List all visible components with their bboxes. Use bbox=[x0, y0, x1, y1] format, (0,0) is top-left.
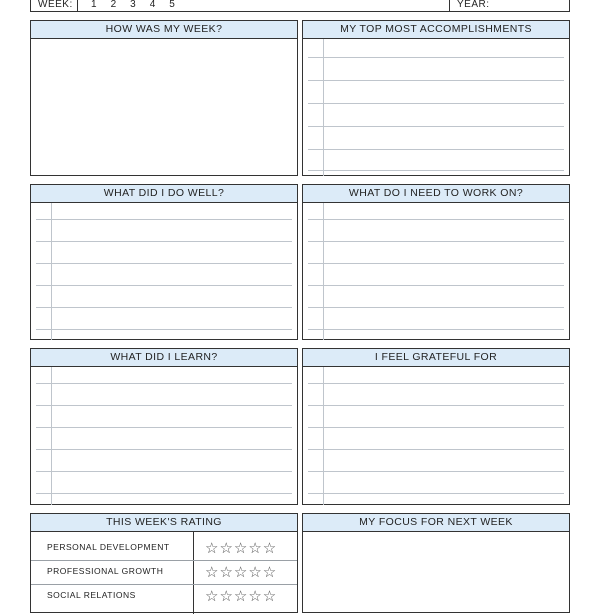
week-number-5[interactable]: 5 bbox=[169, 0, 175, 10]
learn-panel bbox=[30, 348, 298, 505]
writing-line bbox=[36, 383, 292, 384]
week-year-strip bbox=[30, 0, 570, 12]
panel-title: WHAT DO I NEED TO WORK ON? bbox=[303, 185, 569, 203]
writing-line bbox=[308, 263, 564, 264]
panel-title: WHAT DID I DO WELL? bbox=[31, 185, 297, 203]
rating-row-personal bbox=[31, 536, 297, 561]
writing-line bbox=[308, 493, 564, 494]
writing-line bbox=[308, 170, 564, 171]
rating-label: SOCIAL RELATIONS bbox=[47, 590, 136, 600]
rating-panel bbox=[30, 513, 298, 613]
star-rating-icon[interactable]: ☆☆☆☆☆ bbox=[205, 587, 278, 605]
work-on-lines[interactable] bbox=[303, 203, 569, 340]
learn-lines[interactable] bbox=[31, 367, 297, 505]
panel-title: I FEEL GRATEFUL FOR bbox=[303, 349, 569, 367]
writing-line bbox=[36, 493, 292, 494]
panel-title: MY TOP MOST ACCOMPLISHMENTS bbox=[303, 21, 569, 39]
panel-title: MY FOCUS FOR NEXT WEEK bbox=[303, 514, 569, 532]
star-rating-icon[interactable]: ☆☆☆☆☆ bbox=[205, 563, 278, 581]
writing-line bbox=[36, 307, 292, 308]
rating-label: PERSONAL DEVELOPMENT bbox=[47, 542, 170, 552]
panel-title: HOW WAS MY WEEK? bbox=[31, 21, 297, 39]
writing-line bbox=[36, 329, 292, 330]
writing-line bbox=[308, 285, 564, 286]
writing-line bbox=[308, 149, 564, 150]
top-accomplishments-lines[interactable] bbox=[303, 39, 569, 176]
margin-line bbox=[323, 203, 324, 340]
margin-line bbox=[323, 367, 324, 505]
grateful-panel bbox=[302, 348, 570, 505]
writing-line bbox=[36, 263, 292, 264]
writing-line bbox=[36, 471, 292, 472]
focus-lines[interactable] bbox=[303, 532, 569, 614]
writing-line bbox=[308, 307, 564, 308]
writing-line bbox=[36, 285, 292, 286]
top-accomplishments-panel bbox=[302, 20, 570, 176]
week-number-3[interactable]: 3 bbox=[130, 0, 136, 10]
week-label: WEEK: bbox=[38, 0, 73, 10]
writing-line bbox=[36, 427, 292, 428]
writing-line bbox=[308, 329, 564, 330]
week-number-2[interactable]: 2 bbox=[110, 0, 117, 10]
writing-line bbox=[308, 103, 564, 104]
writing-line bbox=[308, 383, 564, 384]
margin-line bbox=[51, 367, 52, 505]
week-numbers bbox=[91, 0, 175, 10]
do-well-panel bbox=[30, 184, 298, 340]
week-number-4[interactable]: 4 bbox=[149, 0, 156, 10]
rating-label: PROFESSIONAL GROWTH bbox=[47, 566, 164, 576]
focus-panel bbox=[302, 513, 570, 613]
strip-divider bbox=[449, 0, 450, 11]
week-number-1[interactable]: 1 bbox=[91, 0, 97, 10]
rating-row-professional bbox=[31, 560, 297, 585]
writing-line bbox=[308, 427, 564, 428]
writing-line bbox=[308, 80, 564, 81]
writing-line bbox=[36, 219, 292, 220]
panel-title: THIS WEEK'S RATING bbox=[31, 514, 297, 532]
panel-title: WHAT DID I LEARN? bbox=[31, 349, 297, 367]
writing-line bbox=[36, 449, 292, 450]
margin-line bbox=[323, 39, 324, 176]
writing-line bbox=[36, 241, 292, 242]
rating-table bbox=[31, 532, 297, 614]
grateful-lines[interactable] bbox=[303, 367, 569, 505]
writing-line bbox=[308, 126, 564, 127]
do-well-lines[interactable] bbox=[31, 203, 297, 340]
writing-line bbox=[36, 405, 292, 406]
writing-line bbox=[308, 449, 564, 450]
how-was-my-week-panel bbox=[30, 20, 298, 176]
writing-line bbox=[308, 471, 564, 472]
strip-divider bbox=[77, 0, 78, 11]
how-was-my-week-textarea[interactable] bbox=[31, 39, 297, 176]
rating-row-social bbox=[31, 584, 297, 608]
work-on-panel bbox=[302, 184, 570, 340]
star-rating-icon[interactable]: ☆☆☆☆☆ bbox=[205, 539, 278, 557]
writing-line bbox=[308, 57, 564, 58]
writing-line bbox=[308, 405, 564, 406]
margin-line bbox=[51, 203, 52, 340]
writing-line bbox=[308, 219, 564, 220]
year-label: YEAR: bbox=[457, 0, 490, 10]
writing-line bbox=[308, 241, 564, 242]
